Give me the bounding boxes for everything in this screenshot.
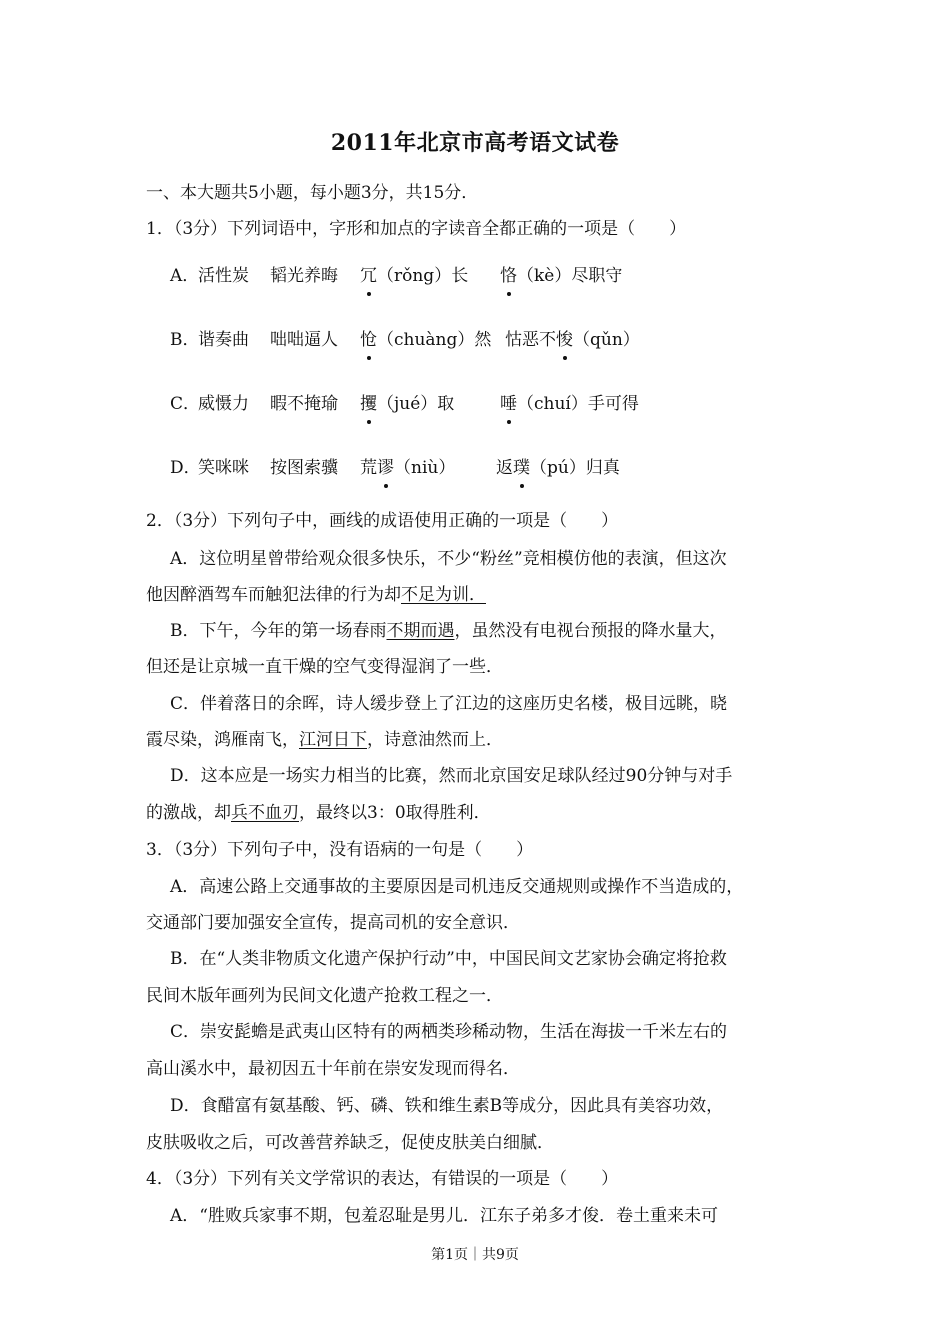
emphasis-dot-char: 冗 bbox=[360, 266, 377, 286]
underlined-idiom: 兵不血刃 bbox=[231, 803, 299, 823]
q2-option-b-line1: B．下午，今年的第一场春雨不期而遇，虽然没有电视台预报的降水量大， bbox=[170, 621, 727, 641]
q2-option-d-line2: 的激战，却兵不血刃，最终以3：0取得胜利． bbox=[146, 803, 491, 823]
emphasis-dot-char: 恪 bbox=[500, 266, 517, 286]
underlined-idiom: 不期而遇 bbox=[386, 621, 455, 641]
q3-option-b-line2: 民间木版年画列为民间文化遗产抢救工程之一． bbox=[146, 986, 503, 1006]
question-2-stem: 2．（3分）下列句子中，画线的成语使用正确的一项是（ ） bbox=[146, 511, 619, 531]
q3-option-d-line2: 皮肤吸收之后，可改善营养缺乏，促使皮肤美白细腻． bbox=[146, 1133, 554, 1153]
q3-option-a-line1: A．高速公路上交通事故的主要原因是司机违反交通规则或操作不当造成的， bbox=[170, 877, 744, 897]
emphasis-dot-char: 攫 bbox=[360, 394, 377, 414]
page-title: 2011年北京市高考语文试卷 bbox=[330, 130, 620, 156]
question-3-stem: 3．（3分）下列句子中，没有语病的一句是（ ） bbox=[146, 840, 534, 860]
q2-option-c-line2: 霞尽染，鸿雁南飞，江河日下，诗意油然而上． bbox=[146, 730, 503, 750]
q2-option-b-line2: 但还是让京城一直干燥的空气变得湿润了一些． bbox=[146, 657, 503, 677]
q3-option-b-line1: B．在“人类非物质文化遗产保护行动”中，中国民间文艺家协会确定将抢救 bbox=[170, 949, 727, 969]
emphasis-dot-char: 唾 bbox=[500, 394, 517, 414]
emphasis-dot-char: 谬 bbox=[377, 458, 394, 478]
document-page: 2011年北京市高考语文试卷 一、本大题共5小题，每小题3分，共15分． 1．（3分）下列词语中，字形和加点的字读音全都正确的一项是（ ） A． 活性炭 韬光养晦 冗（rǒng）长 恪（kè）尽职守 B． 谐奏曲 咄咄逼人 怆（chuàng）然 怙恶不悛（qǔn） C． 威慑力 暇不掩瑜 攫（jué）取 唾（chuí）手可得 D． 笑咪咪 按图索骥 荒谬（niù） 返璞（pú）归真 2．（3分）下列句子中，画线的成语使用正确的一项是（ ） A．这位明星曾带给观众很多快乐，不少“粉丝”竞相模仿他的表演，但这次 他因醉酒驾车而触犯法律的行为却不足为训． B．下午，今年的第一场春雨不期而遇，虽然没有电视台预报的降水量大， 但还是让京城一直干燥的空气变得湿润了一些． C．伴着落日的余晖，诗人缓步登上了江边的这座历史名楼，极目远眺，晓 霞尽染，鸿雁南飞，江河日下，诗意油然而上． D．这本应是一场实力相当的比赛，然而北京国安足球队经过90分钟与对手 的激战，却兵不血刃，最终以3：0取得胜利． 3．（3分）下列句子中，没有语病的一句是（ ） A．高速公路上交通事故的主要原因是司机违反交通规则或操作不当造成的， 交通部门要加强安全宣传，提高司机的安全意识． B．在“人类非物质文化遗产保护行动”中，中国民间文艺家协会确定将抢救 民间木版年画列为民间文化遗产抢救工程之一． C．崇安髭蟾是武夷山区特有的两栖类珍稀动物，生活在海拔一千米左右的 高山溪水中，最初因五十年前在崇安发现而得名． D．食醋富有氨基酸、钙、磷、铁和维生素B等成分，因此具有美容功效， 皮肤吸收之后，可改善营养缺乏，促使皮肤美白细腻． 4．（3分）下列有关文学常识的表达，有错误的一项是（ ） A．“胜败兵家事不期，包羞忍耻是男儿．江东子弟多才俊．卷土重来未可 第1页｜共9页 bbox=[0, 0, 950, 1344]
q2-option-a-line2: 他因醉酒驾车而触犯法律的行为却不足为训． bbox=[146, 585, 486, 605]
question-4-stem: 4．（3分）下列有关文学常识的表达，有错误的一项是（ ） bbox=[146, 1169, 619, 1189]
q3-option-c-line1: C．崇安髭蟾是武夷山区特有的两栖类珍稀动物，生活在海拔一千米左右的 bbox=[170, 1022, 728, 1042]
underlined-idiom: 江河日下 bbox=[299, 730, 367, 750]
q2-option-c-line1: C．伴着落日的余晖，诗人缓步登上了江边的这座历史名楼，极目远眺，晓 bbox=[170, 694, 728, 714]
q3-option-a-line2: 交通部门要加强安全宣传，提高司机的安全意识． bbox=[146, 913, 520, 933]
question-1-stem: 1．（3分）下列词语中，字形和加点的字读音全都正确的一项是（ ） bbox=[146, 219, 687, 239]
q2-option-d-line1: D．这本应是一场实力相当的比赛，然而北京国安足球队经过90分钟与对手 bbox=[170, 766, 733, 786]
q3-option-c-line2: 高山溪水中，最初因五十年前在崇安发现而得名． bbox=[146, 1059, 520, 1079]
emphasis-dot-char: 悛 bbox=[556, 330, 573, 350]
section-header: 一、本大题共5小题，每小题3分，共15分． bbox=[146, 183, 479, 203]
page-footer: 第1页｜共9页 bbox=[431, 1247, 519, 1263]
q2-option-a-line1: A．这位明星曾带给观众很多快乐，不少“粉丝”竞相模仿他的表演，但这次 bbox=[170, 549, 727, 569]
q3-option-d-line1: D．食醋富有氨基酸、钙、磷、铁和维生素B等成分，因此具有美容功效， bbox=[170, 1096, 724, 1116]
emphasis-dot-char: 璞 bbox=[513, 458, 530, 478]
emphasis-dot-char: 怆 bbox=[360, 330, 377, 350]
underlined-idiom: 不足为训． bbox=[401, 585, 486, 605]
q4-option-a-line1: A．“胜败兵家事不期，包羞忍耻是男儿．江东子弟多才俊．卷土重来未可 bbox=[170, 1206, 718, 1226]
